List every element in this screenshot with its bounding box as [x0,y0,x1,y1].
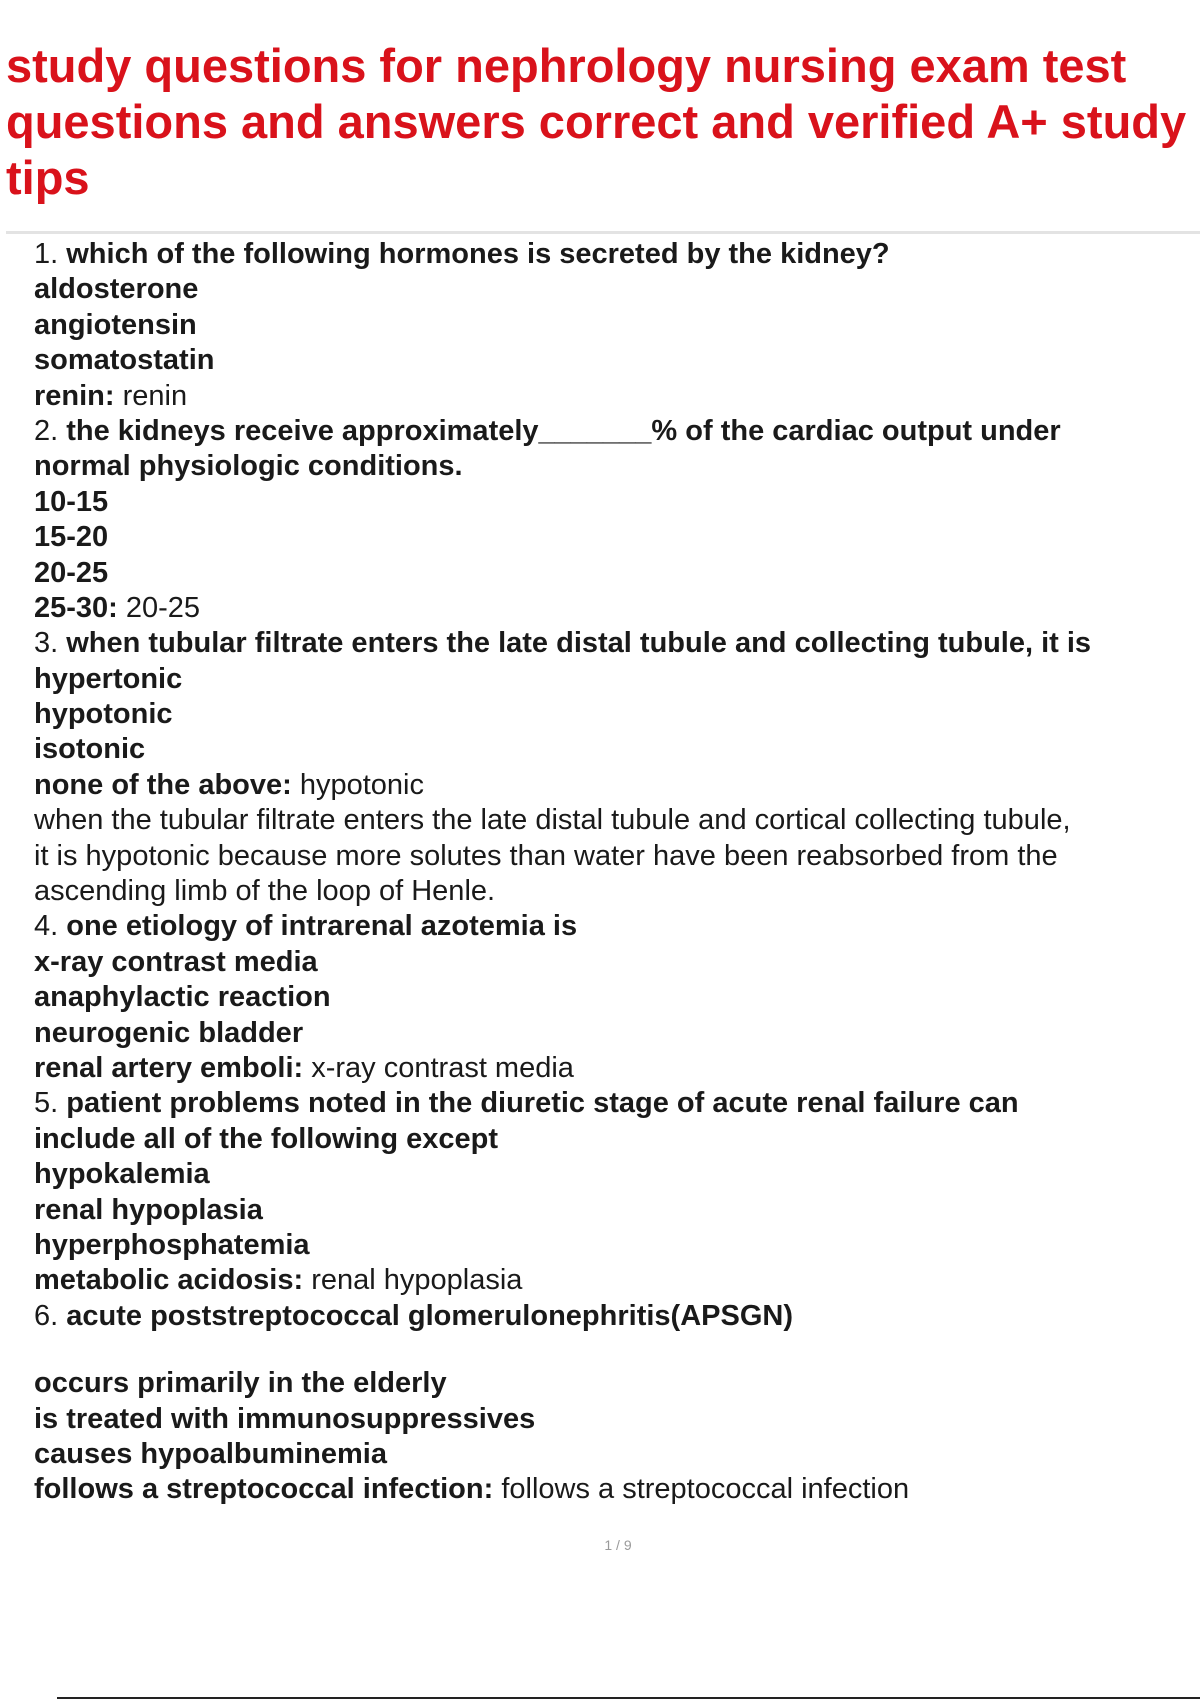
option: angiotensin [34,308,197,341]
option: is treated with immunosuppressives [34,1402,536,1435]
question-2-stem-continued: normal physiologic conditions. [34,450,463,483]
option: hyperphosphatemia [34,1228,310,1261]
answer: hypotonic [299,768,425,801]
option: isotonic [34,733,146,766]
title-divider [6,231,1200,234]
option: causes hypoalbuminemia [34,1437,387,1470]
question-5-stem: 5. patient problems noted in the diuretic stage of acute renal failure can [34,1087,1019,1120]
spacer [34,1334,1200,1366]
option-with-answer: none of the above: hypotonic [34,768,425,801]
option: occurs primarily in the elderly [34,1367,447,1400]
option-with-answer: renin: renin [34,379,188,412]
option-with-answer: 25-30: 20-25 [34,591,201,624]
answer: 20-25 [125,591,201,624]
title-line: study questions for nephrology nursing exam test [6,39,1127,92]
option: x-ray contrast media [34,945,318,978]
explanation-line: it is hypotonic because more solutes than water have been reabsorbed from the [34,839,1058,872]
option: somatostatin [34,344,215,377]
title-line: tips [6,151,90,204]
option: anaphylactic reaction [34,981,331,1014]
question-6-stem: 6. acute poststreptococcal glomerulonephritis(APSGN) [34,1299,793,1332]
option: aldosterone [34,273,199,306]
option-with-answer: follows a streptococcal infection: follows a streptococcal infection [34,1473,910,1506]
answer: follows a streptococcal infection [501,1473,910,1506]
page-number: 1 / 9 [604,1537,632,1553]
question-list [34,237,1200,1508]
question-5-stem-continued: include all of the following except [34,1122,499,1155]
option-with-answer: renal artery emboli: x-ray contrast media [34,1051,574,1084]
question-3-stem: 3. when tubular filtrate enters the late distal tubule and collecting tubule, it is [34,627,1092,660]
answer: renin [122,379,188,412]
option: 15-20 [34,521,109,554]
answer: renal hypoplasia [311,1264,523,1297]
option: hypotonic [34,698,173,731]
document-title [6,38,1200,206]
page-bottom-divider [57,1697,1200,1699]
question-2-stem: 2. the kidneys receive approximately_______% of the cardiac output under [34,414,1061,447]
explanation-line: when the tubular filtrate enters the late distal tubule and cortical collecting tubule, [34,804,1071,837]
answer: x-ray contrast media [311,1051,574,1084]
option: hypertonic [34,662,183,695]
question-4-stem: 4. one etiology of intrarenal azotemia is [34,910,578,943]
title-line: questions and answers correct and verified A+ study [6,95,1187,148]
option: renal hypoplasia [34,1193,263,1226]
option: neurogenic bladder [34,1016,304,1049]
option: 20-25 [34,556,109,589]
option: 10-15 [34,485,109,518]
option-with-answer: metabolic acidosis: renal hypoplasia [34,1264,523,1297]
question-1-stem: 1. which of the following hormones is secreted by the kidney? [34,238,890,270]
option: hypokalemia [34,1158,210,1191]
explanation-line: ascending limb of the loop of Henle. [34,875,496,908]
